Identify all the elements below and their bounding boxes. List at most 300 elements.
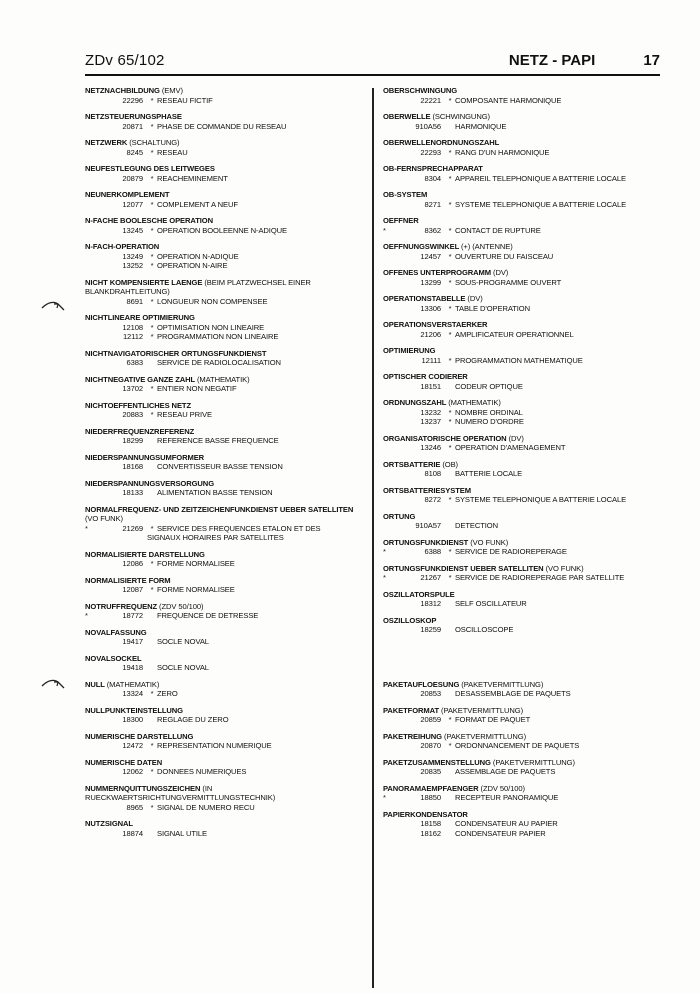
separator-mark: * bbox=[150, 802, 154, 812]
french-equivalent: SIGNAL UTILE bbox=[157, 828, 208, 838]
entry-term bbox=[85, 375, 365, 385]
separator-mark: * bbox=[448, 173, 452, 183]
french-equivalent: RESEAU FICTIF bbox=[157, 95, 213, 105]
term-number: 8108 bbox=[424, 469, 441, 478]
section-gap bbox=[383, 642, 683, 680]
term-number: 13245 bbox=[122, 225, 143, 235]
french-equivalent: RESEAU bbox=[157, 147, 188, 157]
separator-mark: * bbox=[150, 384, 154, 393]
term-number: 12472 bbox=[122, 741, 143, 750]
term-number: 18151 bbox=[420, 381, 441, 391]
french-equivalent: APPAREIL TELEPHONIQUE A BATTERIE LOCALE bbox=[455, 173, 626, 183]
dictionary-entry bbox=[85, 242, 365, 271]
dictionary-entry bbox=[85, 313, 365, 342]
entry-translation bbox=[85, 358, 365, 368]
entry-term bbox=[383, 784, 683, 794]
french-equivalent: OPERATION BOOLEENNE N-ADIQUE bbox=[157, 225, 287, 235]
dictionary-entry bbox=[383, 190, 683, 209]
right-column-p-section bbox=[383, 680, 683, 839]
term-number: 13232 bbox=[420, 407, 441, 417]
separator-mark: * bbox=[150, 523, 154, 533]
term-number: 12457 bbox=[420, 251, 441, 261]
entry-term bbox=[383, 706, 683, 716]
entry-translation bbox=[383, 417, 683, 427]
entry-term bbox=[85, 654, 365, 664]
entry-translation bbox=[85, 148, 365, 158]
entry-translation bbox=[383, 330, 683, 340]
entry-translation bbox=[85, 96, 365, 106]
dictionary-entry bbox=[85, 375, 365, 394]
entry-headword: NETZSTEUERUNGSPHASE bbox=[85, 112, 182, 121]
entry-translation bbox=[383, 408, 683, 418]
entry-term bbox=[383, 138, 683, 148]
margin-arrow-mark bbox=[40, 298, 66, 314]
entry-headword: NICHTNEGATIVE GANZE ZAHL bbox=[85, 374, 195, 384]
french-equivalent: OPERATION N-ADIQUE bbox=[157, 251, 239, 261]
term-number: 8362 bbox=[424, 225, 441, 235]
dictionary-entry bbox=[85, 278, 365, 307]
entry-headword: ORTUNGSFUNKDIENST UEBER SATELLITEN bbox=[383, 563, 544, 573]
french-equivalent: TABLE D'OPERATION bbox=[455, 303, 530, 313]
dictionary-entry bbox=[383, 268, 683, 287]
entry-translation bbox=[383, 829, 683, 839]
entry-headword: NICHTLINEARE OPTIMIERUNG bbox=[85, 313, 195, 322]
column-divider bbox=[372, 88, 374, 988]
term-number: 20835 bbox=[420, 767, 441, 776]
entry-term bbox=[85, 349, 365, 359]
entry-headword: PAPIERKONDENSATOR bbox=[383, 809, 468, 819]
separator-mark: * bbox=[448, 329, 452, 339]
entry-term bbox=[383, 512, 683, 522]
french-equivalent: SERVICE DE RADIOREPERAGE bbox=[455, 547, 567, 556]
entry-term bbox=[85, 706, 365, 716]
entry-headword: ORGANISATORISCHE OPERATION bbox=[383, 433, 507, 443]
term-number: 6388 bbox=[424, 547, 441, 556]
entry-headword: N-FACHE BOOLESCHE OPERATION bbox=[85, 216, 213, 225]
french-equivalent: SOUS-PROGRAMME OUVERT bbox=[455, 277, 562, 287]
entry-headword: NOVALFASSUNG bbox=[85, 627, 147, 637]
entry-term bbox=[383, 434, 683, 444]
separator-mark: * bbox=[448, 417, 452, 426]
dictionary-entry bbox=[85, 602, 365, 621]
entry-term bbox=[383, 242, 683, 252]
entry-headword: NICHTOEFFENTLICHES NETZ bbox=[85, 400, 191, 410]
entry-translation bbox=[383, 469, 683, 479]
separator-mark: * bbox=[448, 407, 452, 417]
dictionary-entry bbox=[85, 349, 365, 368]
separator-mark: * bbox=[150, 585, 154, 594]
entry-translation bbox=[85, 715, 365, 725]
entry-qualifier: (DV) bbox=[493, 268, 509, 277]
right-column bbox=[383, 86, 683, 845]
entry-headword: NULL bbox=[85, 679, 105, 689]
separator-mark: * bbox=[150, 741, 154, 750]
term-number: 12062 bbox=[122, 767, 143, 776]
entry-term bbox=[383, 346, 683, 356]
entry-translation bbox=[383, 521, 683, 531]
french-equivalent: REGLAGE DU ZERO bbox=[157, 715, 229, 724]
entry-translation bbox=[383, 226, 683, 236]
term-number: 18772 bbox=[122, 611, 143, 620]
entry-translation bbox=[85, 524, 365, 534]
entry-term bbox=[383, 810, 683, 820]
entry-headword: OB-SYSTEM bbox=[383, 190, 428, 199]
entry-term bbox=[85, 427, 365, 437]
term-number: 20870 bbox=[420, 741, 441, 750]
term-number: 21269 bbox=[122, 523, 143, 533]
entry-translation bbox=[383, 495, 683, 505]
entry-qualifier: (MATHEMATIK) bbox=[106, 679, 160, 689]
entry-term bbox=[85, 453, 365, 463]
asterisk-marker: * bbox=[85, 523, 88, 533]
entry-translation bbox=[383, 278, 683, 288]
separator-mark: * bbox=[150, 767, 154, 776]
entry-translation bbox=[85, 689, 365, 699]
french-equivalent: RECEPTEUR PANORAMIQUE bbox=[455, 793, 559, 802]
dictionary-entry bbox=[85, 138, 365, 157]
entry-qualifier: (DV) bbox=[467, 294, 483, 303]
french-equivalent: FORME NORMALISEE bbox=[157, 585, 235, 594]
french-equivalent: BATTERIE LOCALE bbox=[455, 469, 523, 478]
term-number: 910A56 bbox=[415, 121, 441, 131]
french-equivalent: CONVERTISSEUR BASSE TENSION bbox=[157, 462, 283, 471]
french-equivalent-continuation: SIGNAUX HORAIRES PAR SATELLITES bbox=[147, 533, 284, 542]
entry-term bbox=[85, 278, 365, 297]
entry-headword: NICHTNAVIGATORISCHER ORTUNGSFUNKDIENST bbox=[85, 348, 267, 358]
section-range bbox=[509, 52, 660, 69]
entry-qualifier: (BEIM PLATZWECHSEL EINER BLANKDRAHTLEITUNG) bbox=[85, 277, 311, 296]
french-equivalent: SOCLE NOVAL bbox=[157, 663, 209, 672]
term-number: 12112 bbox=[122, 332, 143, 341]
term-number: 8245 bbox=[126, 147, 143, 157]
french-equivalent: DONNEES NUMERIQUES bbox=[157, 767, 247, 776]
dictionary-entry bbox=[85, 164, 365, 183]
entry-headword: OEFFNUNGSWINKEL bbox=[383, 242, 459, 251]
dictionary-entry bbox=[85, 86, 365, 105]
entry-translation bbox=[85, 436, 365, 446]
entry-translation bbox=[383, 547, 683, 557]
entry-headword: NULLPUNKTEINSTELLUNG bbox=[85, 705, 183, 715]
term-number: 12087 bbox=[122, 585, 143, 594]
term-number: 13246 bbox=[420, 443, 441, 452]
entry-qualifier: (SCHALTUNG) bbox=[129, 138, 180, 147]
dictionary-entry bbox=[85, 680, 365, 699]
entry-translation bbox=[85, 462, 365, 472]
entry-qualifier: (EMV) bbox=[161, 86, 183, 95]
entry-translation bbox=[85, 384, 365, 394]
entry-translation bbox=[85, 611, 365, 621]
entry-translation bbox=[85, 559, 365, 569]
entry-term bbox=[85, 505, 365, 524]
entry-headword: PAKETZUSAMMENSTELLUNG bbox=[383, 757, 491, 767]
entry-translation bbox=[383, 148, 683, 158]
entry-translation bbox=[383, 122, 683, 132]
entry-translation bbox=[383, 599, 683, 609]
separator-mark: * bbox=[448, 199, 452, 209]
dictionary-entry bbox=[85, 453, 365, 472]
entry-translation bbox=[383, 767, 683, 777]
entry-term bbox=[85, 732, 365, 742]
french-equivalent: DESASSEMBLAGE DE PAQUETS bbox=[455, 689, 571, 698]
term-number: 8691 bbox=[126, 296, 143, 306]
entry-headword: PAKETREIHUNG bbox=[383, 731, 442, 741]
entry-term bbox=[383, 190, 683, 200]
entry-translation bbox=[85, 741, 365, 751]
entry-qualifier: (MATHEMATIK) bbox=[448, 398, 501, 407]
french-equivalent: REPRESENTATION NUMERIQUE bbox=[157, 741, 272, 750]
entry-headword: PAKETAUFLOESUNG bbox=[383, 679, 460, 689]
dictionary-entry bbox=[85, 819, 365, 838]
french-equivalent: SOCLE NOVAL bbox=[157, 637, 209, 646]
page-header bbox=[85, 52, 660, 76]
term-number: 20883 bbox=[122, 410, 143, 419]
term-number: 20853 bbox=[420, 689, 441, 698]
term-number: 20879 bbox=[122, 173, 143, 183]
french-equivalent: PROGRAMMATION MATHEMATIQUE bbox=[455, 355, 583, 365]
entry-translation bbox=[85, 410, 365, 420]
french-equivalent: CONDENSATEUR AU PAPIER bbox=[455, 819, 558, 828]
entry-translation bbox=[85, 488, 365, 498]
entry-translation bbox=[85, 174, 365, 184]
entry-translation bbox=[383, 200, 683, 210]
entry-term bbox=[383, 372, 683, 382]
term-number: 18133 bbox=[122, 488, 143, 497]
entry-translation bbox=[85, 252, 365, 262]
term-number: 18259 bbox=[420, 625, 441, 634]
entry-translation bbox=[85, 767, 365, 777]
french-equivalent: HARMONIQUE bbox=[455, 121, 507, 131]
entry-translation bbox=[85, 122, 365, 132]
separator-mark: * bbox=[150, 251, 154, 261]
entry-qualifier: (PAKETVERMITTLUNG) bbox=[441, 705, 524, 715]
entry-headword: NORMALFREQUENZ- UND ZEITZEICHENFUNKDIENST UEBER SATELLITEN bbox=[85, 504, 354, 514]
entry-headword: OSZILLOSKOP bbox=[383, 615, 437, 625]
french-equivalent: SYSTEME TELEPHONIQUE A BATTERIE LOCALE bbox=[455, 199, 627, 209]
entry-translation bbox=[85, 803, 365, 813]
term-number: 12108 bbox=[122, 322, 143, 332]
entry-term bbox=[383, 268, 683, 278]
dictionary-entry bbox=[383, 590, 683, 609]
separator-mark: * bbox=[150, 332, 154, 341]
term-number: 8965 bbox=[126, 802, 143, 812]
entry-term bbox=[383, 294, 683, 304]
french-equivalent: OPERATION D'AMENAGEMENT bbox=[455, 443, 566, 452]
entry-term bbox=[383, 758, 683, 768]
french-equivalent: ALIMENTATION BASSE TENSION bbox=[157, 488, 273, 497]
french-equivalent: SERVICE DES FREQUENCES ETALON ET DES bbox=[157, 523, 321, 533]
term-number: 910A57 bbox=[415, 521, 441, 530]
dictionary-entry bbox=[85, 427, 365, 446]
entry-translation bbox=[85, 200, 365, 210]
french-equivalent: OPTIMISATION NON LINEAIRE bbox=[157, 322, 265, 332]
french-equivalent: AMPLIFICATEUR OPERATIONNEL bbox=[455, 329, 574, 339]
entry-translation bbox=[383, 715, 683, 725]
dictionary-entry bbox=[85, 479, 365, 498]
entry-term bbox=[85, 242, 365, 252]
asterisk-marker: * bbox=[383, 547, 386, 556]
entry-headword: PANORAMAEMPFAENGER bbox=[383, 783, 479, 793]
separator-mark: * bbox=[448, 147, 452, 157]
entry-translation bbox=[383, 304, 683, 314]
term-number: 18162 bbox=[420, 828, 441, 838]
dictionary-entry bbox=[85, 505, 365, 543]
entry-term bbox=[383, 564, 683, 574]
entry-headword: NEUFESTLEGUNG DES LEITWEGES bbox=[85, 164, 215, 173]
entry-qualifier: (VO FUNK) bbox=[470, 537, 509, 547]
term-number: 8271 bbox=[424, 199, 441, 209]
french-equivalent: ZERO bbox=[157, 689, 178, 698]
entry-term bbox=[383, 112, 683, 122]
term-number: 6383 bbox=[126, 358, 143, 367]
entry-translation bbox=[85, 637, 365, 647]
dictionary-entry bbox=[383, 732, 683, 751]
separator-mark: * bbox=[150, 147, 154, 157]
entry-qualifier: (VO FUNK) bbox=[85, 514, 123, 523]
term-number: 13237 bbox=[420, 417, 441, 426]
separator-mark: * bbox=[448, 251, 452, 261]
entry-headword: NUTZSIGNAL bbox=[85, 819, 133, 828]
entry-term bbox=[85, 190, 365, 200]
dictionary-entry bbox=[383, 810, 683, 839]
separator-mark: * bbox=[448, 715, 452, 724]
separator-mark: * bbox=[150, 559, 154, 568]
french-equivalent: SERVICE DE RADIOREPERAGE PAR SATELLITE bbox=[455, 573, 625, 582]
french-equivalent: SELF OSCILLATEUR bbox=[455, 599, 527, 608]
french-equivalent: PHASE DE COMMANDE DU RESEAU bbox=[157, 121, 287, 131]
dictionary-entry bbox=[383, 216, 683, 235]
entry-headword: OB-FERNSPRECHAPPARAT bbox=[383, 164, 483, 173]
entry-term bbox=[383, 164, 683, 174]
separator-mark: * bbox=[150, 322, 154, 332]
term-number: 18874 bbox=[122, 828, 143, 838]
entry-headword: NEUNERKOMPLEMENT bbox=[85, 190, 170, 199]
margin-arrow-mark bbox=[40, 676, 66, 692]
entry-headword: ORDNUNGSZAHL bbox=[383, 398, 447, 407]
entry-term bbox=[383, 590, 683, 600]
separator-mark: * bbox=[150, 689, 154, 698]
entry-headword: NETZWERK bbox=[85, 138, 128, 147]
french-equivalent: ORDONNANCEMENT DE PAQUETS bbox=[455, 741, 580, 750]
entry-term bbox=[383, 216, 683, 226]
entry-headword: NUMMERNQUITTUNGSZEICHEN bbox=[85, 783, 201, 793]
dictionary-entry bbox=[85, 216, 365, 235]
entry-term bbox=[85, 602, 365, 612]
dictionary-entry bbox=[383, 460, 683, 479]
separator-mark: * bbox=[150, 199, 154, 209]
term-number: 22221 bbox=[420, 95, 441, 105]
entry-translation bbox=[383, 174, 683, 184]
french-equivalent: COMPLEMENT A NEUF bbox=[157, 199, 238, 209]
separator-mark: * bbox=[150, 296, 154, 306]
entry-translation bbox=[383, 819, 683, 829]
dictionary-entry bbox=[85, 758, 365, 777]
entry-qualifier: (PAKETVERMITTLUNG) bbox=[444, 731, 527, 741]
dictionary-entry bbox=[383, 372, 683, 391]
dictionary-entry bbox=[383, 242, 683, 261]
entry-qualifier: (VO FUNK) bbox=[545, 563, 584, 573]
entry-term bbox=[383, 86, 683, 96]
french-equivalent: SIGNAL DE NUMERO RECU bbox=[157, 802, 255, 812]
entry-translation bbox=[85, 226, 365, 236]
entry-translation bbox=[383, 689, 683, 699]
entry-term bbox=[383, 680, 683, 690]
dictionary-entry bbox=[85, 628, 365, 647]
separator-mark: * bbox=[150, 261, 154, 270]
french-equivalent: CONTACT DE RUPTURE bbox=[455, 225, 541, 235]
entry-translation bbox=[383, 356, 683, 366]
separator-mark: * bbox=[150, 173, 154, 183]
entry-translation bbox=[383, 382, 683, 392]
entry-term bbox=[383, 732, 683, 742]
entry-qualifier: (ZDV 50/100) bbox=[159, 601, 204, 611]
entry-term bbox=[85, 86, 365, 96]
page-number: 17 bbox=[643, 52, 660, 69]
asterisk-marker: * bbox=[383, 225, 386, 235]
dictionary-entry bbox=[383, 434, 683, 453]
entry-translation bbox=[383, 741, 683, 751]
entry-translation bbox=[85, 261, 365, 271]
term-number: 18299 bbox=[122, 436, 143, 445]
entry-headword: ORTSBATTERIE bbox=[383, 459, 441, 469]
entry-headword: ORTSBATTERIESYSTEM bbox=[383, 485, 471, 495]
entry-qualifier: (ZDV 50/100) bbox=[480, 783, 525, 793]
french-equivalent: COMPOSANTE HARMONIQUE bbox=[455, 95, 562, 105]
entry-term bbox=[85, 758, 365, 768]
separator-mark: * bbox=[448, 225, 452, 235]
dictionary-entry bbox=[383, 564, 683, 583]
french-equivalent: REFERENCE BASSE FREQUENCE bbox=[157, 436, 279, 445]
dictionary-entry bbox=[85, 401, 365, 420]
term-number: 18158 bbox=[420, 819, 441, 828]
dictionary-entry bbox=[383, 486, 683, 505]
french-equivalent: ENTIER NON NEGATIF bbox=[157, 384, 237, 393]
entry-headword: PAKETFORMAT bbox=[383, 705, 439, 715]
french-equivalent: FORMAT DE PAQUET bbox=[455, 715, 531, 724]
entry-qualifier: (PAKETVERMITTLUNG) bbox=[461, 679, 544, 689]
dictionary-entry bbox=[383, 346, 683, 365]
french-equivalent: DETECTION bbox=[455, 521, 498, 530]
entry-term bbox=[383, 460, 683, 470]
term-number: 8272 bbox=[424, 495, 441, 504]
term-number: 8304 bbox=[424, 173, 441, 183]
dictionary-entry bbox=[85, 706, 365, 725]
separator-mark: * bbox=[150, 95, 154, 105]
entry-headword: OPERATIONSVERSTAERKER bbox=[383, 320, 488, 329]
dictionary-entry bbox=[85, 190, 365, 209]
entry-translation bbox=[85, 829, 365, 839]
entry-translation bbox=[383, 252, 683, 262]
entry-translation bbox=[85, 585, 365, 595]
entry-term bbox=[85, 479, 365, 489]
dictionary-entry bbox=[383, 680, 683, 699]
entry-term bbox=[85, 164, 365, 174]
right-column-o-section bbox=[383, 86, 683, 635]
entry-translation bbox=[383, 793, 683, 803]
dictionary-entry bbox=[383, 706, 683, 725]
entry-headword: OBERWELLE bbox=[383, 112, 431, 121]
term-number: 13324 bbox=[122, 689, 143, 698]
entry-term bbox=[85, 576, 365, 586]
entry-headword: NORMALISIERTE FORM bbox=[85, 575, 171, 585]
entry-headword: OFFENES UNTERPROGRAMM bbox=[383, 268, 492, 277]
term-number: 22296 bbox=[122, 95, 143, 105]
entry-headword: NUMERISCHE DATEN bbox=[85, 757, 163, 767]
entry-term bbox=[383, 398, 683, 408]
dictionary-entry bbox=[383, 320, 683, 339]
dictionary-entry bbox=[85, 784, 365, 813]
dictionary-entry bbox=[85, 576, 365, 595]
entry-headword: NIEDERSPANNUNGSVERSORGUNG bbox=[85, 478, 214, 488]
